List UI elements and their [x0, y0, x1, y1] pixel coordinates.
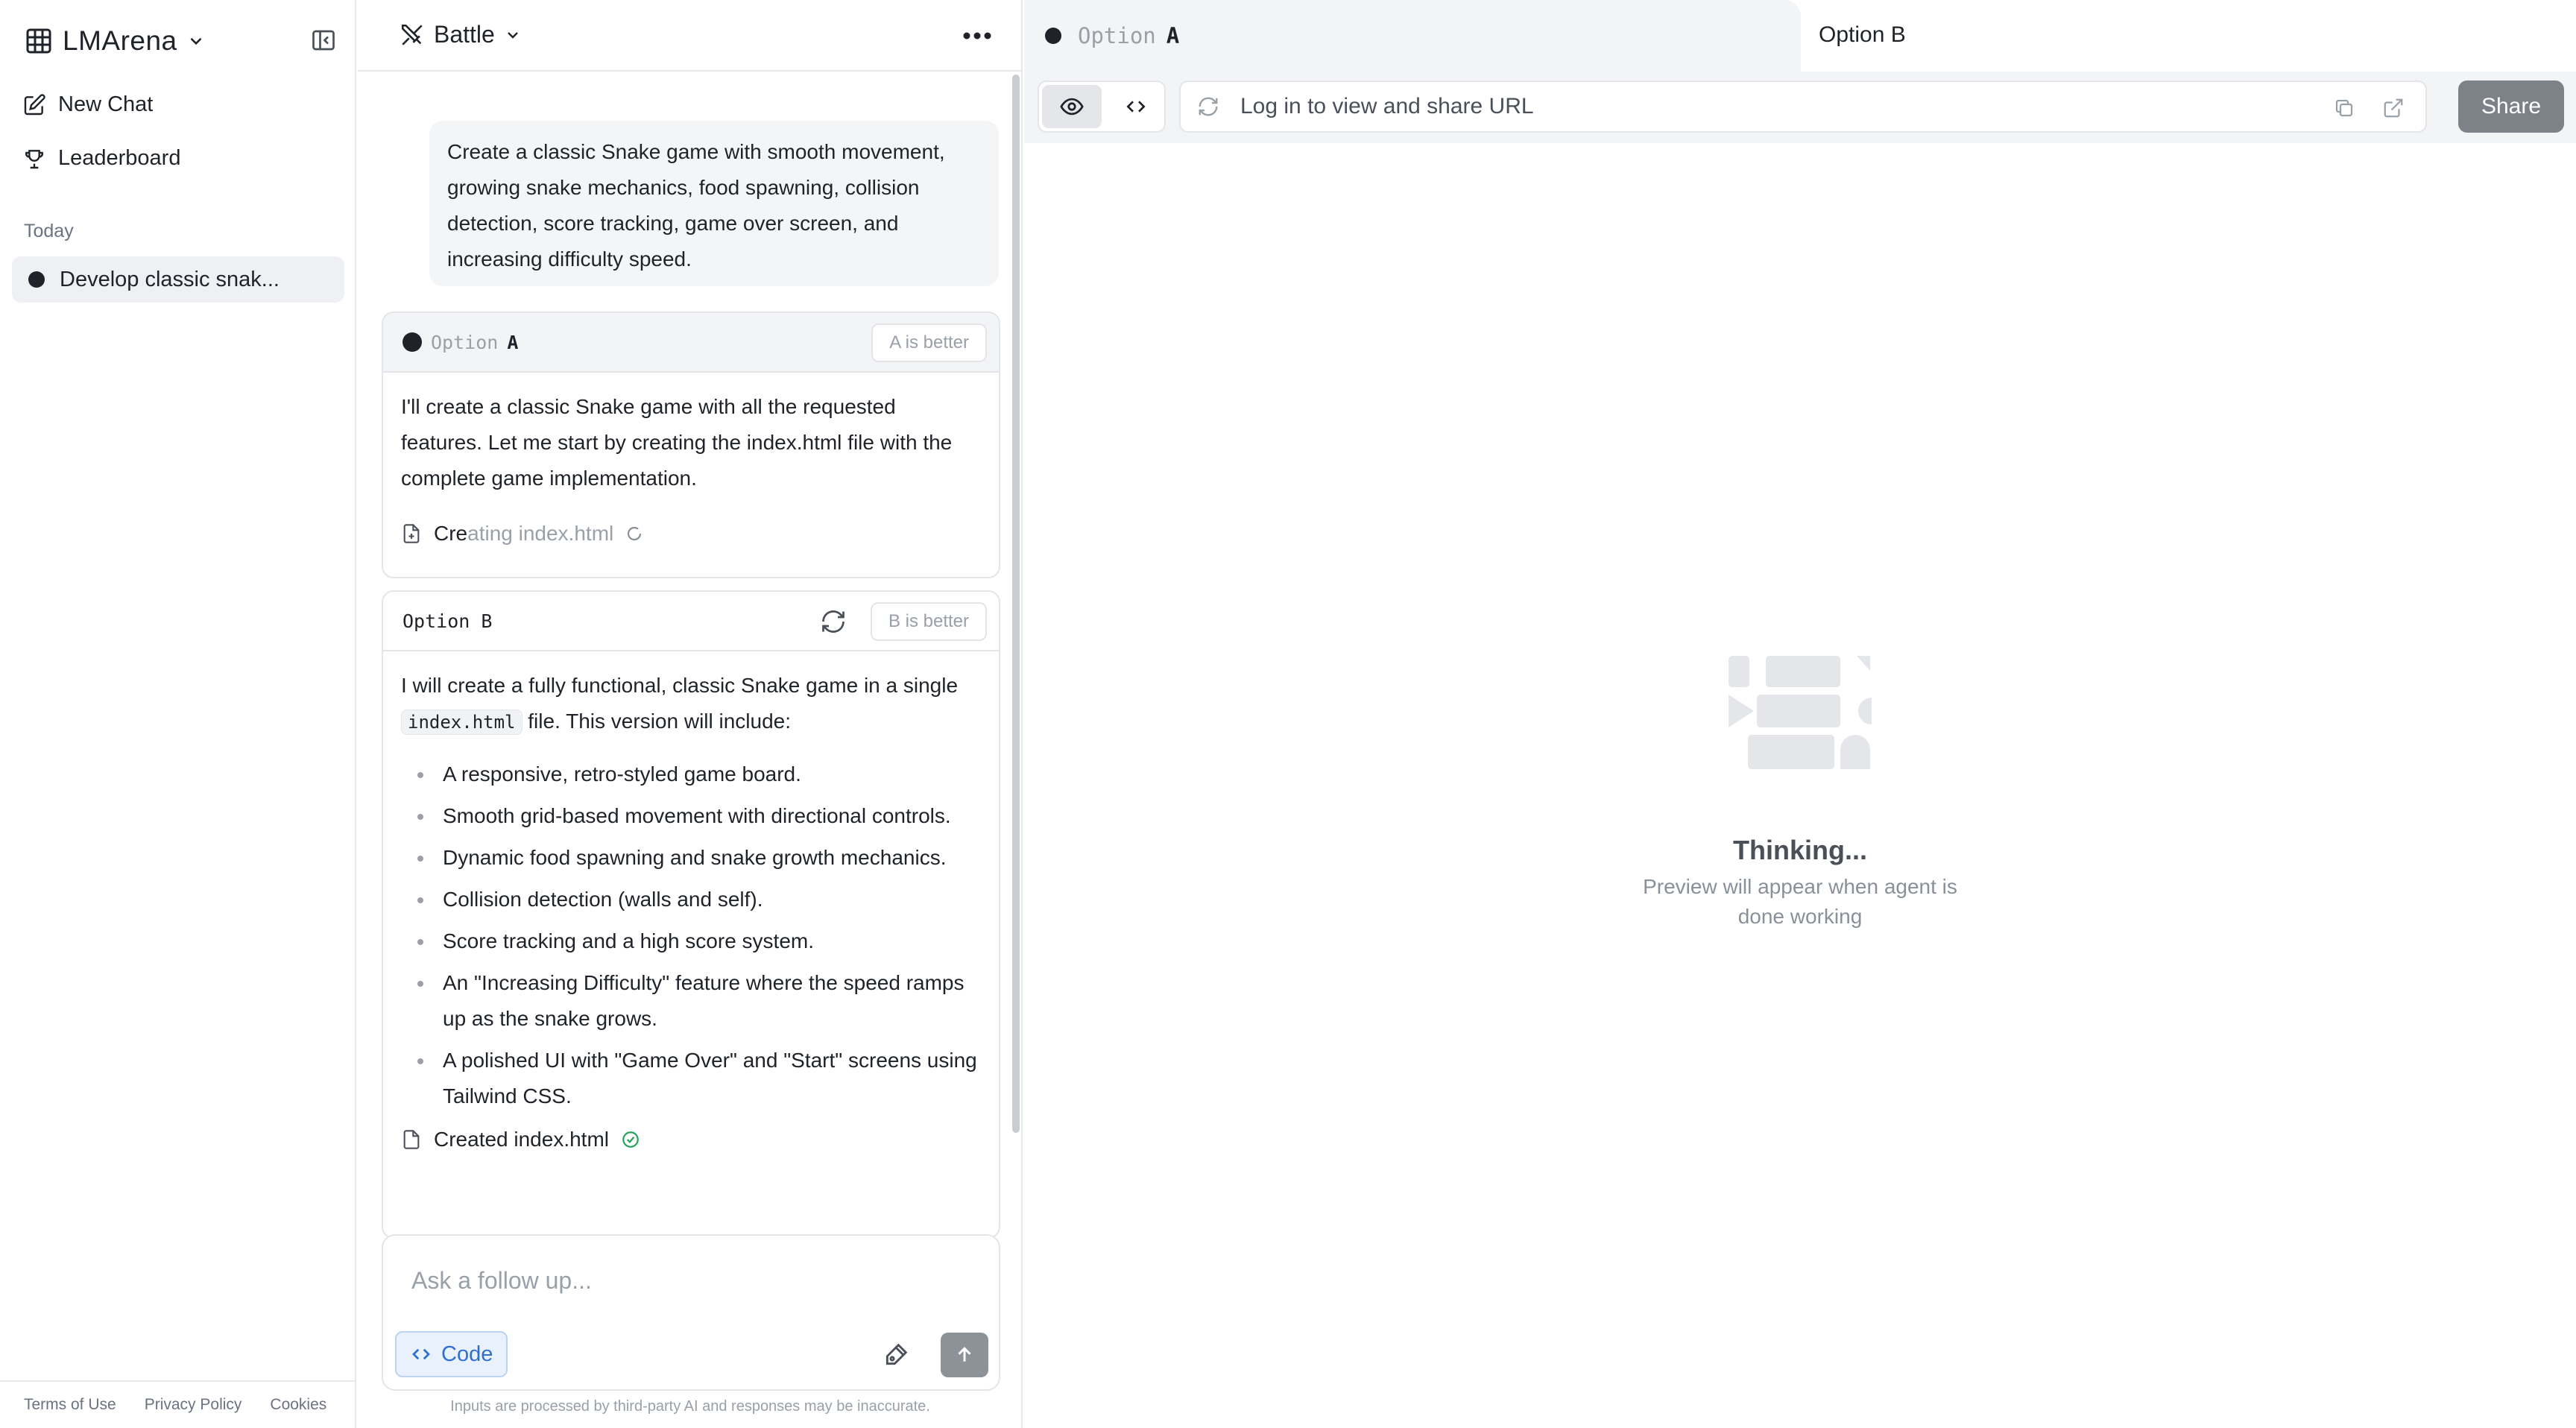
file-status-a-strong: Cre — [434, 522, 468, 545]
file-status-a-muted: ating index.html — [467, 522, 614, 545]
file-status-b — [401, 1122, 981, 1157]
code-mode-chip[interactable] — [395, 1331, 508, 1377]
code-chip-label: Code — [441, 1342, 493, 1366]
user-message: Create a classic Snake game with smooth movement, growing snake mechanics, food spawning, collision detection, score tracking, game over screen, and increasing difficulty speed. — [429, 121, 999, 286]
composer — [382, 1234, 1000, 1391]
file-status-a — [401, 516, 981, 552]
grid-logo-icon — [24, 26, 54, 56]
swords-icon — [400, 22, 425, 48]
option-a-label — [402, 332, 518, 353]
leaderboard-label: Leaderboard — [58, 146, 181, 170]
url-text: Log in to view and share URL — [1240, 94, 1534, 119]
option-b-intro-after: file. This version will include: — [528, 710, 792, 733]
brand-menu[interactable] — [24, 25, 206, 57]
option-b-body — [383, 651, 999, 1174]
refresh-icon[interactable] — [820, 608, 847, 635]
list-item: Smooth grid-based movement with directional controls. — [401, 798, 981, 834]
history-item-label: Develop classic snak... — [60, 267, 280, 291]
option-a-text: I'll create a classic Snake game with all the requested features. Let me start by creating the index.html file with the complete game implementation. — [401, 395, 953, 490]
list-item: Score tracking and a high score system. — [401, 923, 981, 959]
chat-header — [358, 0, 1023, 72]
sidebar-footer — [0, 1380, 356, 1428]
view-toggle — [1038, 80, 1166, 133]
option-a-header — [383, 313, 999, 373]
tab-option-b[interactable]: Option B — [1819, 22, 1906, 47]
chevron-down-icon — [504, 26, 522, 44]
leaderboard-button[interactable] — [22, 146, 180, 171]
follow-up-input[interactable]: Ask a follow up... — [411, 1267, 592, 1294]
chat-panel — [358, 0, 1023, 1428]
eye-icon — [1059, 94, 1085, 119]
code-icon — [410, 1343, 432, 1365]
terms-link[interactable]: Terms of Use — [24, 1396, 116, 1413]
bricks-icon — [1726, 656, 1875, 775]
model-dot-icon — [1045, 28, 1061, 44]
check-circle-icon — [621, 1130, 640, 1149]
a-is-better-button[interactable]: A is better — [871, 323, 987, 362]
sidebar — [0, 0, 356, 1428]
option-b-card — [382, 590, 1000, 1239]
thinking-subtitle-line: done working — [1737, 905, 1863, 928]
list-item: Collision detection (walls and self). — [401, 882, 981, 917]
chat-scrollbar[interactable] — [1012, 75, 1020, 1133]
loading-spinner-icon — [625, 525, 643, 543]
option-b-label: Option B — [402, 610, 493, 632]
option-b-header — [383, 592, 999, 651]
tab-option-a[interactable] — [1024, 0, 1801, 72]
preview-toolbar — [1024, 72, 2576, 143]
disclaimer: Inputs are processed by third-party AI and responses may be inaccurate. — [450, 1398, 930, 1415]
mode-selector[interactable] — [400, 21, 522, 48]
edit-icon — [22, 93, 46, 117]
sidebar-collapse-icon[interactable] — [310, 27, 337, 54]
tab-option-a-prefix: Option — [1078, 23, 1156, 48]
thinking-title: Thinking... — [1733, 835, 1867, 865]
reload-icon[interactable] — [1197, 95, 1219, 118]
send-button[interactable] — [941, 1333, 988, 1377]
external-link-icon[interactable] — [2382, 97, 2405, 119]
tab-option-a-letter: A — [1166, 23, 1180, 48]
chevron-down-icon — [186, 31, 206, 51]
thinking-subtitle-line: Preview will appear when agent is — [1643, 875, 1957, 898]
option-a-letter: A — [507, 331, 519, 353]
code-view-button[interactable] — [1109, 85, 1163, 128]
preview-panel — [1024, 0, 2576, 1428]
history-section-label: Today — [24, 221, 74, 241]
model-dot-icon — [28, 271, 45, 288]
share-button[interactable]: Share — [2458, 80, 2564, 133]
mode-label: Battle — [434, 21, 495, 48]
option-a-body — [383, 373, 999, 568]
privacy-link[interactable]: Privacy Policy — [144, 1396, 242, 1413]
file-add-icon — [401, 522, 422, 545]
feature-list — [401, 756, 981, 1114]
file-icon — [401, 1128, 422, 1151]
thinking-state — [1024, 656, 2576, 932]
image-attach-icon[interactable] — [881, 1340, 911, 1370]
new-chat-label: New Chat — [58, 92, 154, 116]
option-b-intro-before: I will create a fully functional, classic Snake game in a single — [401, 674, 959, 697]
option-a-card — [382, 312, 1000, 578]
arrow-up-icon — [953, 1344, 976, 1366]
preview-tabs — [1024, 0, 2576, 72]
model-dot-icon — [402, 332, 422, 352]
option-a-prefix: Option — [431, 331, 499, 353]
list-item: Dynamic food spawning and snake growth mechanics. — [401, 840, 981, 876]
list-item: A responsive, retro-styled game board. — [401, 756, 981, 792]
new-chat-button[interactable] — [22, 92, 153, 117]
thinking-subtitle — [1024, 872, 2576, 932]
preview-view-button[interactable] — [1042, 85, 1102, 128]
more-options-icon[interactable] — [960, 22, 994, 49]
url-bar[interactable] — [1179, 80, 2427, 133]
history-item[interactable] — [12, 256, 344, 303]
b-is-better-button[interactable]: B is better — [871, 602, 987, 641]
option-b-intro — [401, 668, 981, 740]
copy-icon[interactable] — [2333, 97, 2355, 119]
cookies-link[interactable]: Cookies — [270, 1396, 327, 1413]
brand-name: LMArena — [63, 25, 177, 56]
code-icon — [1124, 95, 1148, 119]
inline-code: index.html — [401, 710, 523, 735]
list-item: A polished UI with "Game Over" and "Start" screens using Tailwind CSS. — [401, 1043, 981, 1114]
trophy-icon — [22, 147, 46, 171]
file-status-b-label: Created index.html — [434, 1128, 610, 1151]
list-item: An "Increasing Difficulty" feature where the speed ramps up as the snake grows. — [401, 965, 981, 1037]
